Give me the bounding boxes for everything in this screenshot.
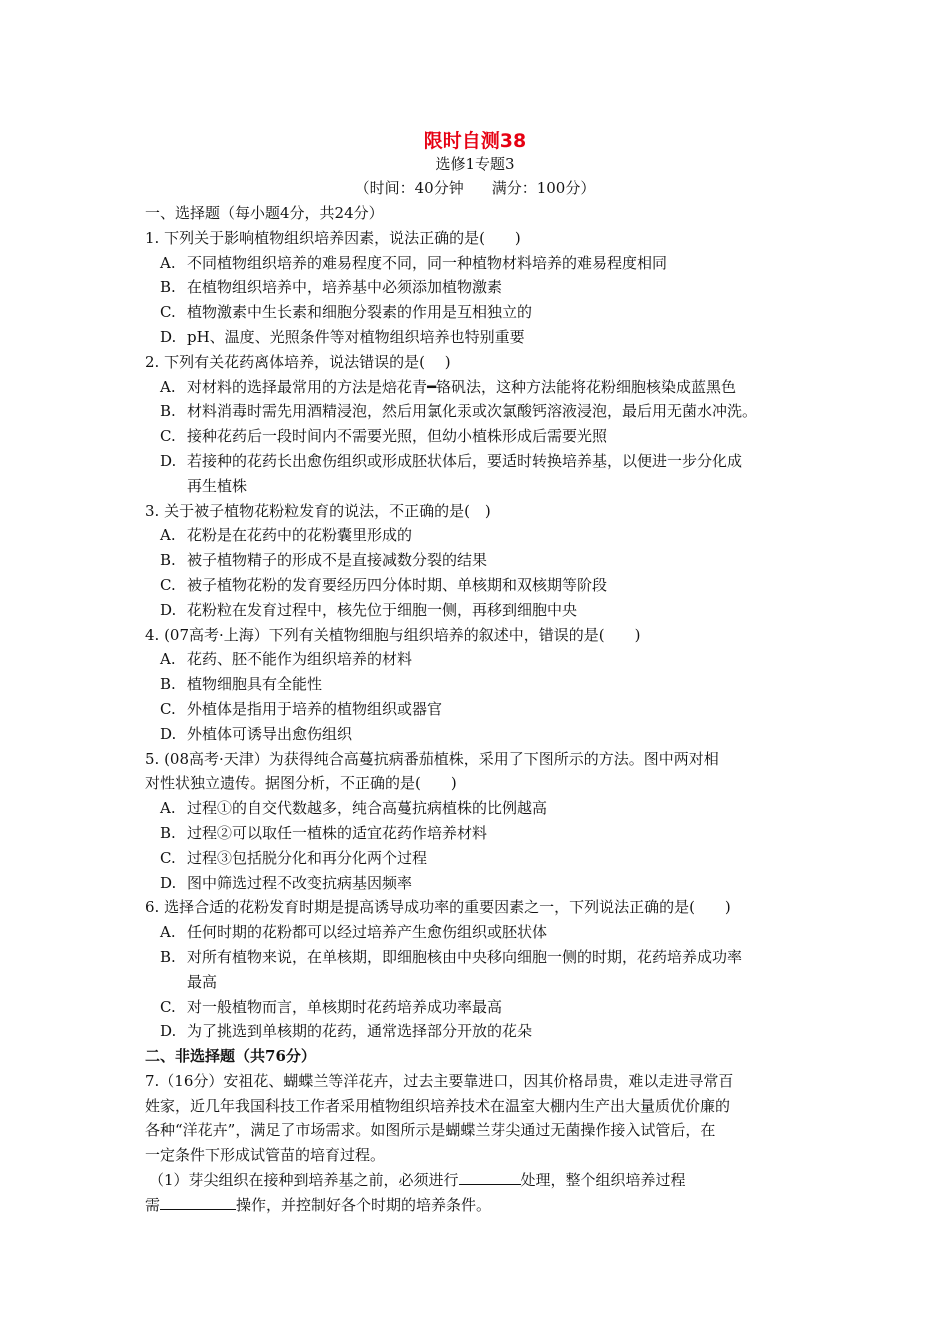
option-5a: A. 过程①的自交代数越多，纯合高蔓抗病植株的比例越高 <box>160 799 548 818</box>
option-5b: B. 过程②可以取任一植株的适宜花药作培养材料 <box>160 823 488 842</box>
time-limit: （时间：40分钟 <box>354 179 464 197</box>
option-6b-continued: 最高 <box>187 972 218 991</box>
option-3b: B. 被子植物精子的形成不是直接减数分裂的结果 <box>160 551 488 570</box>
option-3d: D. 花粉粒在发育过程中，核先位于细胞一侧，再移到细胞中央 <box>160 600 578 619</box>
question-stem-6: 6. 选择合适的花粉发育时期是提高诱导成功率的重要因素之一，下列说法正确的是( ) <box>145 898 731 917</box>
question-7-sub-1-continued: 需 操作，并控制好各个时期的培养条件。 <box>145 1195 492 1214</box>
question-7-line-2: 姓家，近几年我国科技工作者采用植物组织培养技术在温室大棚内生产出大量质优价廉的 <box>145 1096 731 1115</box>
option-2d: D. 若接种的花药长出愈伤组织或形成胚状体后，要适时转换培养基，以便进一步分化成 <box>160 451 743 470</box>
option-1c: C. 植物激素中生长素和细胞分裂素的作用是互相独立的 <box>160 303 533 322</box>
question-stem-5: 5. (08高考·天津）为获得纯合高蔓抗病番茄植株，采用了下图所示的方法。图中两对相 <box>145 749 719 768</box>
option-4d: D. 外植体可诱导出愈伤组织 <box>160 724 353 743</box>
option-4b: B. 植物细胞具有全能性 <box>160 675 323 694</box>
full-score: 满分：100分） <box>491 179 596 197</box>
question-stem-5-continued: 对性状独立遗传。据图分析，不正确的是( ) <box>145 774 457 793</box>
option-2d-continued: 再生植株 <box>187 476 248 495</box>
question-stem-3: 3. 关于被子植物花粉粒发育的说法，不正确的是( ) <box>145 501 491 520</box>
question-stem-2: 2. 下列有关花药离体培养，说法错误的是( ) <box>145 352 451 371</box>
question-stem-4: 4. (07高考·上海）下列有关植物细胞与组织培养的叙述中，错误的是( ) <box>145 625 641 644</box>
question-7-sub-1: （1）芽尖组织在接种到培养基之前，必须进行 处理，整个组织培养过程 <box>149 1171 686 1190</box>
page-title: 限时自测38 <box>423 130 527 152</box>
question-7-line-3: 各种“洋花卉”，满足了市场需求。如图所示是蝴蝶兰芽尖通过无菌操作接入试管后，在 <box>145 1121 716 1140</box>
section-heading-nonchoice: 二、非选择题（共76分） <box>145 1047 316 1066</box>
option-5c: C. 过程③包括脱分化和再分化两个过程 <box>160 848 428 867</box>
question-stem-1: 1. 下列关于影响植物组织培养因素，说法正确的是( ) <box>145 228 521 247</box>
option-1d: D. pH、温度、光照条件等对植物组织培养也特别重要 <box>160 327 525 346</box>
option-6c: C. 对一般植物而言，单核期时花药培养成功率最高 <box>160 997 503 1016</box>
option-3a: A. 花粉是在花药中的花粉囊里形成的 <box>160 526 413 545</box>
option-1a: A. 不同植物组织培养的难易程度不同，同一种植物材料培养的难易程度相同 <box>160 253 668 272</box>
option-6b: B. 对所有植物来说，在单核期，即细胞核由中央移向细胞一侧的时期，花药培养成功率 <box>160 947 743 966</box>
option-1b: B. 在植物组织培养中，培养基中必须添加植物激素 <box>160 278 503 297</box>
option-6a: A. 任何时期的花粉都可以经过培养产生愈伤组织或胚状体 <box>160 923 548 942</box>
question-7-line-1: 7.（16分）安祖花、蝴蝶兰等洋花卉，过去主要靠进口，因其价格昂贵，难以走进寻常百 <box>145 1071 734 1090</box>
option-6d: D. 为了挑选到单核期的花药，通常选择部分开放的花朵 <box>160 1022 533 1041</box>
answer-blank-1[interactable] <box>459 1170 521 1185</box>
answer-blank-2[interactable] <box>160 1195 236 1210</box>
option-4c: C. 外植体是指用于培养的植物组织或器官 <box>160 699 443 718</box>
time-score-info <box>0 177 950 198</box>
page-subtitle: 选修1专题3 <box>435 155 515 173</box>
question-7-line-4: 一定条件下形成试管苗的培育过程。 <box>145 1146 386 1165</box>
question-content <box>145 201 825 1218</box>
option-2b: B. 材料消毒时需先用酒精浸泡，然后用氯化汞或次氯酸钙溶液浸泡，最后用无菌水冲洗。 <box>160 402 758 421</box>
section-heading-choice: 一、选择题（每小题4分，共24分） <box>145 204 384 222</box>
option-3c: C. 被子植物花粉的发育要经历四分体时期、单核期和双核期等阶段 <box>160 575 608 594</box>
option-4a: A. 花药、胚不能作为组织培养的材料 <box>160 650 413 669</box>
option-5d: D. 图中筛选过程不改变抗病基因频率 <box>160 873 413 892</box>
option-2c: C. 接种花药后一段时间内不需要光照，但幼小植株形成后需要光照 <box>160 427 608 446</box>
option-2a: A. 对材料的选择最常用的方法是焙花青━铬矾法，这种方法能将花粉细胞核染成蓝黑色 <box>160 377 737 396</box>
